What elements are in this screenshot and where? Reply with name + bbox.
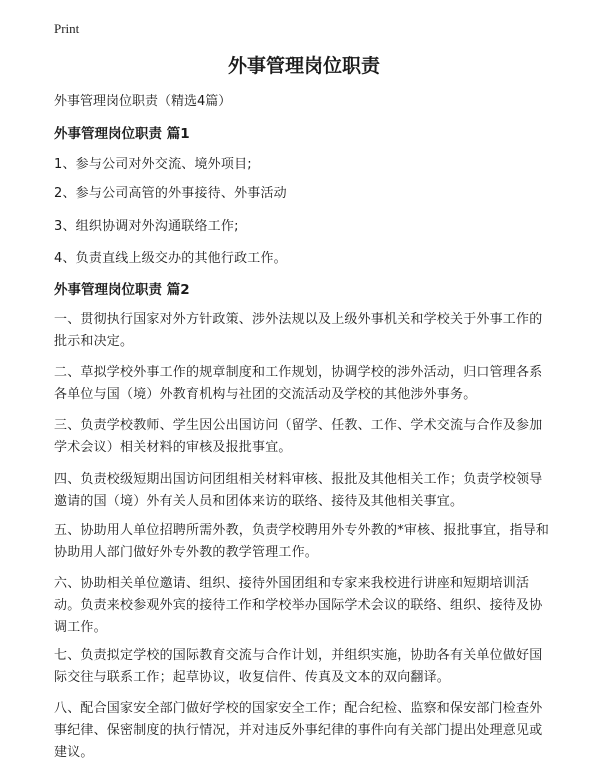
section-1-item: 4、负责直线上级交办的其他行政工作。 <box>54 251 287 266</box>
section-2-item: 一、贯彻执行国家对外方针政策、涉外法规以及上级外事机关和学校关于外事工作的批示和决定。 <box>54 312 543 349</box>
section-2-item: 六、协助相关单位邀请、组织、接待外国团组和专家来我校进行讲座和短期培训活动。负责来校参观外宾的接待工作和学校举办国际学术会议的联络、组织、接待及协调工作。 <box>54 576 543 635</box>
section-1-item: 2、参与公司高管的外事接待、外事活动 <box>54 186 287 201</box>
section-2-item: 四、负责校级短期出国访问团组相关材料审核、报批及其他相关工作；负责学校领导邀请的国（境）外有关人员和团体来访的联络、接待及其他相关事宜。 <box>54 472 543 509</box>
section-2-item: 八、配合国家安全部门做好学校的国家安全工作；配合纪检、监察和保安部门检查外事纪律、保密制度的执行情况，并对违反外事纪律的事件向有关部门提出处理意见或建议。 <box>54 701 543 760</box>
print-link[interactable]: Print <box>54 21 80 36</box>
section-2-item: 二、草拟学校外事工作的规章制度和工作规划，协调学校的涉外活动，归口管理各系各单位与国（境）外教育机构与社团的交流活动及学校的其他涉外事务。 <box>54 365 543 402</box>
document-subtitle: 外事管理岗位职责（精选4篇） <box>54 94 232 109</box>
section-1-item: 1、参与公司对外交流、境外项目; <box>54 157 252 172</box>
section-2-item: 七、负责拟定学校的国际教育交流与合作计划，并组织实施，协助各有关单位做好国际交往与联系工作；起草协议，收复信件、传真及文本的双向翻译。 <box>54 648 543 685</box>
section-1-heading: 外事管理岗位职责 篇1 <box>54 126 190 142</box>
page-title: 外事管理岗位职责 <box>227 55 380 77</box>
section-2-item: 五、协助用人单位招聘所需外教，负责学校聘用外专外教的*审核、报批事宜，指导和协助用人部门做好外专外教的教学管理工作。 <box>54 523 550 560</box>
section-1-item: 3、组织协调对外沟通联络工作; <box>54 219 239 234</box>
section-2-heading: 外事管理岗位职责 篇2 <box>54 282 190 298</box>
section-2-item: 三、负责学校教师、学生因公出国访问（留学、任教、工作、学术交流与合作及参加学术会议）相关材料的审核及报批事宜。 <box>54 418 543 455</box>
